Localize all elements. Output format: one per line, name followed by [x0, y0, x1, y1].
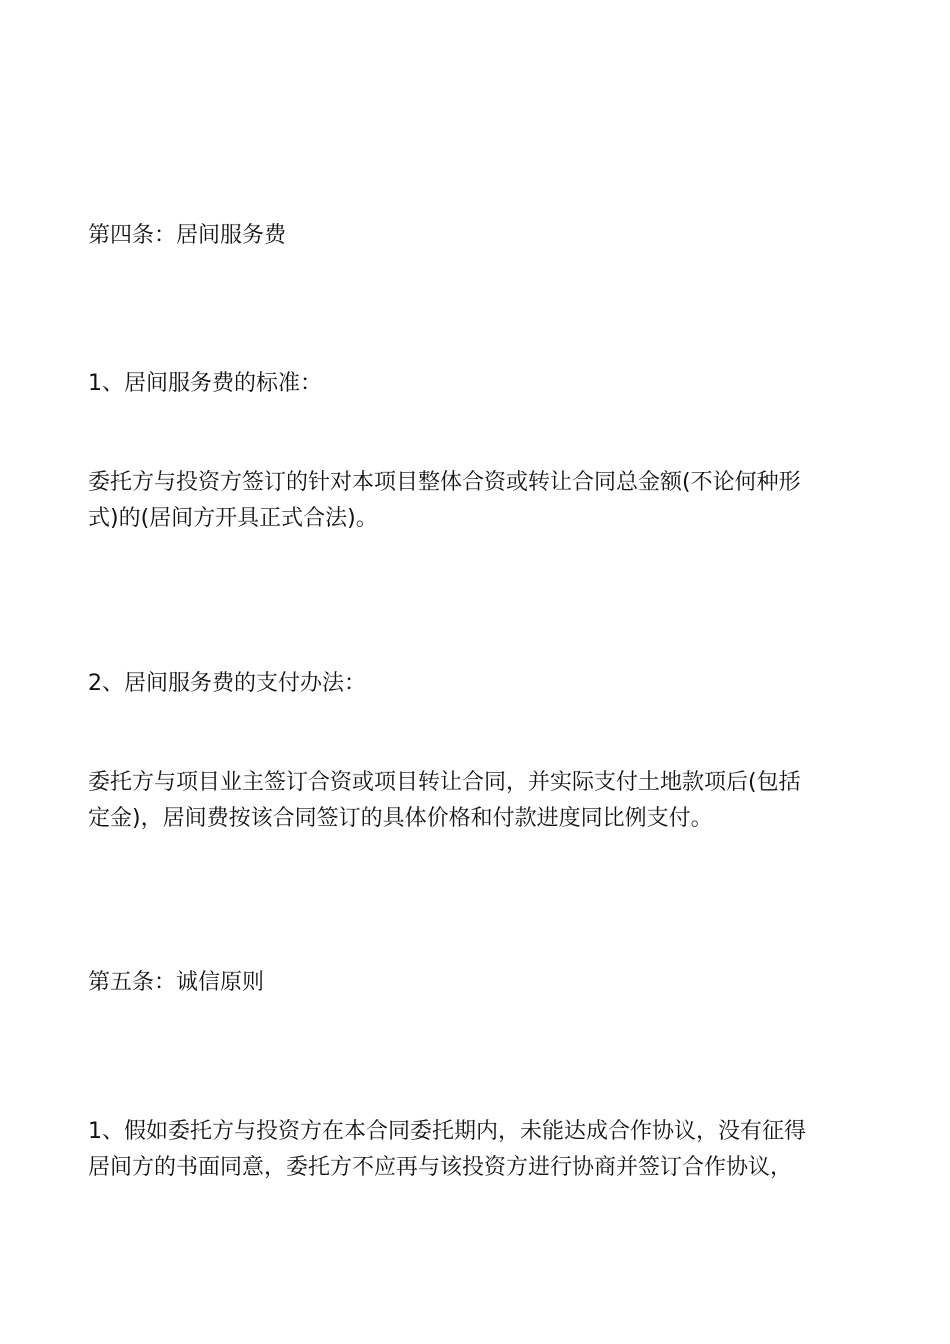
item1-body-line2: 式)的(居间方开具正式合法)。: [88, 506, 378, 531]
item1-body-line1: 委托方与投资方签订的针对本项目整体合资或转让合同总金额(不论何种形: [88, 470, 801, 495]
item2-body: [88, 765, 868, 837]
article5-item1-line2: 居间方的书面同意，委托方不应再与该投资方进行协商并签订合作协议，: [88, 1155, 793, 1180]
article5-item1-line1: 1、假如委托方与投资方在本合同委托期内，未能达成合作协议，没有征得: [88, 1119, 806, 1144]
article4-heading: [88, 218, 868, 254]
item2-body-line1: 委托方与项目业主签订合资或项目转让合同，并实际支付土地款项后(包括: [88, 770, 801, 795]
item1-heading-text: 1、居间服务费的标准：: [88, 371, 322, 396]
item2-body-line2: 定金)，居间费按该合同签订的具体价格和付款进度同比例支付。: [88, 806, 713, 831]
article5-heading-text: 第五条：诚信原则: [88, 970, 265, 995]
item2-heading-text: 2、居间服务费的支付办法：: [88, 671, 366, 696]
article5-item1: [88, 1114, 868, 1186]
article4-heading-text: 第四条：居间服务费: [88, 223, 287, 248]
item2-heading: [88, 666, 868, 702]
article5-heading: [88, 965, 868, 1001]
item1-heading: [88, 366, 868, 402]
item1-body: [88, 465, 868, 537]
